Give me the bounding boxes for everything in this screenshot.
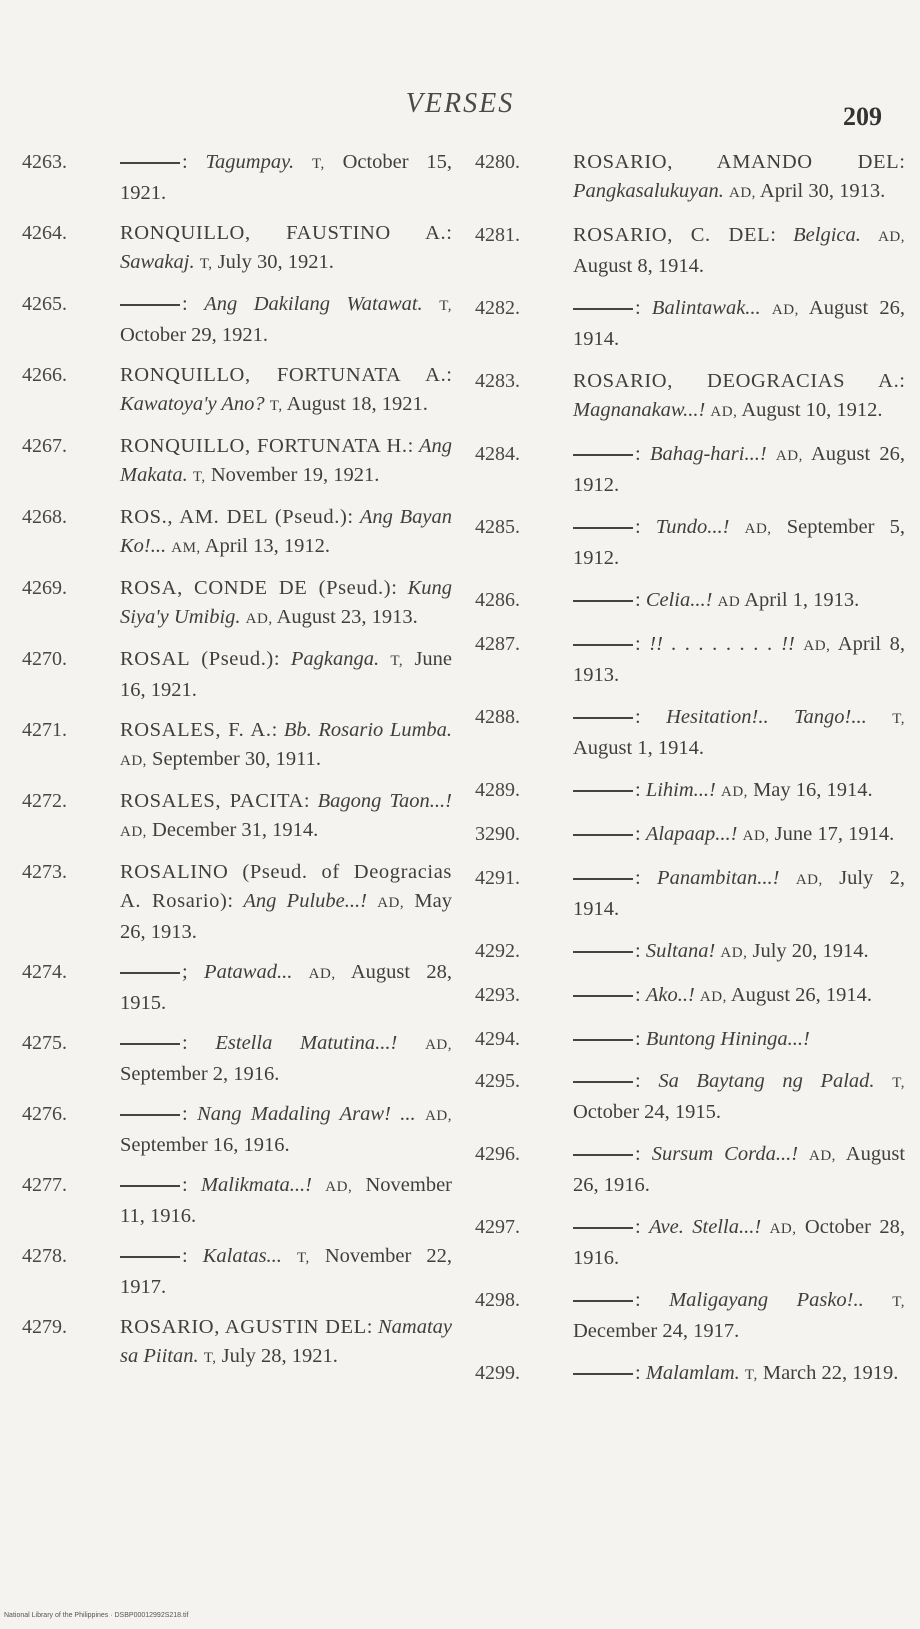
ditto-dash bbox=[120, 1114, 180, 1116]
separator: : bbox=[446, 222, 452, 244]
bibliography-entry bbox=[475, 1140, 905, 1200]
publication-code: T, bbox=[744, 1367, 758, 1383]
separator: : bbox=[635, 1362, 646, 1384]
entry-number: 4270. bbox=[22, 648, 67, 670]
entry-number: 4283. bbox=[475, 370, 520, 392]
author-name: RONQUILLO, FORTUNATA H. bbox=[120, 435, 408, 457]
bibliography-entry bbox=[475, 703, 905, 763]
publication-date: March 22, 1919. bbox=[762, 1362, 899, 1384]
publication-date: September 30, 1911. bbox=[152, 748, 321, 770]
verse-title: Bagong Taon...! bbox=[317, 790, 452, 812]
bibliography-entry bbox=[475, 586, 905, 617]
bibliography-entry bbox=[22, 1242, 452, 1302]
bibliography-entry bbox=[22, 432, 452, 492]
publication-code: AM, bbox=[171, 540, 201, 556]
publication-date: October 28, 1916. bbox=[573, 1216, 905, 1269]
bibliography-entry bbox=[22, 958, 452, 1018]
bibliography-entry bbox=[475, 221, 905, 281]
right-column bbox=[475, 148, 905, 1403]
bibliography-entry bbox=[22, 1029, 452, 1089]
bibliography-entry bbox=[475, 1067, 905, 1127]
separator: : bbox=[635, 1143, 652, 1165]
publication-date: September 5, 1912. bbox=[573, 516, 906, 569]
publication-date: August 26, 1914. bbox=[730, 984, 873, 1006]
publication-code: T, bbox=[192, 469, 206, 485]
publication-date: August 28, 1915. bbox=[120, 961, 453, 1014]
entry-number: 4265. bbox=[22, 293, 67, 315]
publication-date: June 16, 1921. bbox=[120, 648, 453, 701]
verse-title: Lihim...! bbox=[645, 779, 716, 801]
author-name: ROSARIO, AGUSTIN DEL bbox=[120, 1316, 367, 1338]
separator: : bbox=[899, 370, 905, 392]
bibliography-entry bbox=[475, 440, 905, 500]
verse-title: Buntong Hininga...! bbox=[645, 1028, 810, 1050]
separator: : bbox=[182, 1032, 216, 1054]
separator: : bbox=[635, 823, 646, 845]
verse-title: Balintawak... bbox=[651, 297, 761, 319]
publication-date: November 11, 1916. bbox=[120, 1174, 453, 1227]
separator: : bbox=[635, 706, 667, 728]
entry-number: 4274. bbox=[22, 961, 67, 983]
bibliography-entry bbox=[475, 820, 905, 851]
publication-date: October 15, 1921. bbox=[120, 151, 453, 204]
publication-code: T, bbox=[892, 1294, 905, 1310]
ditto-dash bbox=[573, 995, 633, 997]
publication-date: April 8, 1913. bbox=[573, 633, 906, 686]
publication-code: AD, bbox=[721, 784, 748, 800]
verse-title: Estella Matutina...! bbox=[215, 1032, 398, 1054]
publication-date: August 10, 1912. bbox=[741, 399, 883, 421]
publication-code: AD, bbox=[775, 448, 803, 464]
bibliography-entry bbox=[22, 361, 452, 421]
publication-code: AD, bbox=[729, 185, 756, 201]
ditto-dash bbox=[573, 1300, 633, 1302]
author-name: ROSARIO, C. DEL bbox=[573, 224, 771, 246]
publication-date: April 30, 1913. bbox=[759, 180, 886, 202]
bibliography-entry bbox=[22, 503, 452, 563]
bibliography-entry bbox=[475, 1025, 905, 1054]
verse-title: Kawatoya'y Ano? bbox=[120, 393, 265, 415]
publication-code: AD, bbox=[803, 638, 831, 654]
entry-number: 4271. bbox=[22, 719, 67, 741]
ditto-dash bbox=[573, 834, 633, 836]
verse-title: Alapaap...! bbox=[645, 823, 738, 845]
publication-code: AD, bbox=[771, 302, 799, 318]
separator: : bbox=[391, 577, 408, 599]
author-name: ROSA, CONDE DE (Pseud.) bbox=[120, 577, 392, 599]
entry-number: 4284. bbox=[475, 443, 520, 465]
publication-date: April 1, 1913. bbox=[744, 589, 860, 611]
ditto-dash bbox=[573, 1039, 633, 1041]
publication-code: AD, bbox=[425, 1108, 452, 1124]
separator: : bbox=[635, 633, 650, 655]
entry-number: 4264. bbox=[22, 222, 67, 244]
bibliography-entry bbox=[22, 219, 452, 279]
scan-footer-note: National Library of the Philippines · DSBP00012992S218.tif bbox=[4, 1612, 189, 1619]
publication-date: August 26, 1916. bbox=[573, 1143, 906, 1196]
verse-title: Bahag-hari...! bbox=[649, 443, 767, 465]
publication-code: AD, bbox=[120, 824, 147, 840]
author-name: ROSARIO, AMANDO DEL bbox=[573, 151, 900, 173]
separator: : bbox=[366, 1316, 378, 1338]
entry-number: 4294. bbox=[475, 1028, 520, 1050]
bibliography-entry bbox=[22, 858, 452, 947]
bibliography-entry bbox=[475, 981, 905, 1012]
entry-number: 4281. bbox=[475, 224, 520, 246]
entry-number: 4292. bbox=[475, 940, 520, 962]
separator: : bbox=[635, 1289, 670, 1311]
separator: : bbox=[899, 151, 905, 173]
verse-title: Kalatas... bbox=[202, 1245, 282, 1267]
bibliography-entry bbox=[475, 148, 905, 208]
verse-title: Pagkanga. bbox=[290, 648, 380, 670]
bibliography-entry bbox=[22, 148, 452, 208]
author-name: ROSALINO (Pseud. of Deogracias A. Rosario) bbox=[120, 861, 452, 912]
publication-code: AD, bbox=[425, 1037, 452, 1053]
verse-title: Patawad... bbox=[204, 961, 293, 983]
author-name: RONQUILLO, FORTUNATA A. bbox=[120, 364, 447, 386]
publication-code: T, bbox=[390, 653, 404, 669]
bibliography-entry bbox=[22, 1313, 452, 1373]
bibliography-entry bbox=[475, 1286, 905, 1346]
entry-number: 4267. bbox=[22, 435, 67, 457]
author-name: ROS., AM. DEL (Pseud.) bbox=[120, 506, 348, 528]
publication-date: November 19, 1921. bbox=[210, 464, 380, 486]
verse-title: Ako..! bbox=[645, 984, 695, 1006]
ditto-dash bbox=[573, 790, 633, 792]
entry-number: 4278. bbox=[22, 1245, 67, 1267]
bibliography-entry bbox=[475, 1213, 905, 1273]
separator: : bbox=[303, 790, 318, 812]
entry-number: 3290. bbox=[475, 823, 520, 845]
bibliography-entry bbox=[475, 294, 905, 354]
separator: ; bbox=[182, 961, 205, 983]
author-name: ROSARIO, DEOGRACIAS A. bbox=[573, 370, 900, 392]
publication-code: AD, bbox=[809, 1148, 836, 1164]
author-name: RONQUILLO, FAUSTINO A. bbox=[120, 222, 447, 244]
separator: : bbox=[227, 890, 244, 912]
publication-date: November 22, 1917. bbox=[120, 1245, 453, 1298]
ditto-dash bbox=[573, 951, 633, 953]
page-number: 209 bbox=[843, 102, 882, 131]
entry-number: 4298. bbox=[475, 1289, 520, 1311]
verse-title: Maligayang Pasko!.. bbox=[669, 1289, 864, 1311]
publication-code: T, bbox=[269, 398, 283, 414]
ditto-dash bbox=[573, 1373, 633, 1375]
entry-number: 4275. bbox=[22, 1032, 67, 1054]
publication-date: August 18, 1921. bbox=[286, 393, 428, 415]
ditto-dash bbox=[120, 1256, 180, 1258]
publication-date: July 28, 1921. bbox=[221, 1345, 338, 1367]
entry-number: 4273. bbox=[22, 861, 67, 883]
bibliography-entry bbox=[475, 367, 905, 427]
separator: : bbox=[635, 1216, 650, 1238]
left-column bbox=[22, 148, 452, 1384]
separator: : bbox=[407, 435, 419, 457]
ditto-dash bbox=[573, 454, 633, 456]
bibliography-entry bbox=[475, 937, 905, 968]
verse-title: Ang Bayan Ko!... bbox=[120, 506, 452, 557]
publication-date: August 23, 1913. bbox=[276, 606, 418, 628]
publication-date: September 16, 1916. bbox=[120, 1134, 290, 1156]
entry-number: 4272. bbox=[22, 790, 67, 812]
separator: : bbox=[273, 648, 291, 670]
publication-code: AD, bbox=[377, 895, 405, 911]
entry-number: 4297. bbox=[475, 1216, 520, 1238]
separator: : bbox=[635, 940, 646, 962]
publication-date: August 26, 1912. bbox=[573, 443, 906, 496]
ditto-dash bbox=[120, 162, 180, 164]
verse-title: Hesitation!.. Tango!... bbox=[666, 706, 867, 728]
publication-code: T, bbox=[296, 1250, 310, 1266]
separator: : bbox=[182, 1103, 198, 1125]
entry-number: 4266. bbox=[22, 364, 67, 386]
publication-code: T, bbox=[439, 298, 453, 314]
verse-title: Nang Madaling Araw! ... bbox=[197, 1103, 416, 1125]
publication-date: October 24, 1915. bbox=[573, 1101, 722, 1123]
publication-code: AD, bbox=[720, 945, 748, 961]
entry-number: 4276. bbox=[22, 1103, 67, 1125]
entry-number: 4286. bbox=[475, 589, 520, 611]
separator: : bbox=[635, 516, 656, 538]
entry-number: 4285. bbox=[475, 516, 520, 538]
bibliography-entry bbox=[475, 864, 905, 924]
separator: : bbox=[770, 224, 794, 246]
verse-title: Magnanakaw...! bbox=[573, 399, 706, 421]
entry-number: 4289. bbox=[475, 779, 520, 801]
verse-title: !! . . . . . . . . !! bbox=[649, 633, 795, 655]
publication-code: AD, bbox=[699, 989, 727, 1005]
separator: : bbox=[446, 364, 452, 386]
verse-title: Sursum Corda...! bbox=[651, 1143, 799, 1165]
ditto-dash bbox=[120, 1185, 180, 1187]
publication-code: AD, bbox=[795, 872, 823, 888]
publication-date: September 2, 1916. bbox=[120, 1063, 280, 1085]
entry-number: 4268. bbox=[22, 506, 67, 528]
ditto-dash bbox=[573, 878, 633, 880]
entry-number: 4279. bbox=[22, 1316, 67, 1338]
publication-code: AD, bbox=[325, 1179, 353, 1195]
publication-code: AD, bbox=[245, 611, 273, 627]
publication-code: T, bbox=[892, 1075, 905, 1091]
entry-number: 4277. bbox=[22, 1174, 67, 1196]
bibliography-entry bbox=[22, 1171, 452, 1231]
publication-date: May 26, 1913. bbox=[120, 890, 452, 943]
verse-title: Sawakaj. bbox=[120, 251, 195, 273]
verse-title: Sultana! bbox=[645, 940, 716, 962]
ditto-dash bbox=[573, 1081, 633, 1083]
entry-number: 4296. bbox=[475, 1143, 520, 1165]
publication-code: T, bbox=[203, 1350, 217, 1366]
entry-number: 4269. bbox=[22, 577, 67, 599]
publication-date: October 29, 1921. bbox=[120, 324, 269, 346]
entry-number: 4263. bbox=[22, 151, 67, 173]
ditto-dash bbox=[573, 527, 633, 529]
entry-number: 4295. bbox=[475, 1070, 520, 1092]
verse-title: Bb. Rosario Lumba. bbox=[283, 719, 452, 741]
ditto-dash bbox=[573, 308, 633, 310]
bibliography-entry bbox=[475, 513, 905, 573]
publication-code: AD, bbox=[308, 966, 336, 982]
publication-date: June 17, 1914. bbox=[774, 823, 895, 845]
bibliography-entry bbox=[475, 1359, 905, 1390]
entry-number: 4282. bbox=[475, 297, 520, 319]
author-name: ROSALES, F. A. bbox=[120, 719, 272, 741]
publication-date: July 2, 1914. bbox=[573, 867, 906, 920]
publication-code: AD bbox=[717, 594, 741, 610]
verse-title: Belgica. bbox=[793, 224, 861, 246]
ditto-dash bbox=[573, 1227, 633, 1229]
verse-title: Malamlam. bbox=[645, 1362, 740, 1384]
publication-date: August 26, 1914. bbox=[573, 297, 905, 350]
publication-code: AD, bbox=[742, 828, 770, 844]
bibliography-entry bbox=[22, 574, 452, 634]
entry-number: 4287. bbox=[475, 633, 520, 655]
verse-title: Panambitan...! bbox=[657, 867, 780, 889]
separator: : bbox=[635, 589, 646, 611]
ditto-dash bbox=[573, 644, 633, 646]
verse-title: Malikmata...! bbox=[200, 1174, 312, 1196]
bibliography-entry bbox=[22, 1100, 452, 1160]
separator: : bbox=[182, 151, 206, 173]
verse-title: Pangkasalukuyan. bbox=[573, 180, 724, 202]
verse-title: Ave. Stella...! bbox=[649, 1216, 762, 1238]
separator: : bbox=[635, 984, 646, 1006]
verse-title: Sa Baytang ng Palad. bbox=[658, 1070, 875, 1092]
publication-date: May 16, 1914. bbox=[753, 779, 873, 801]
publication-code: AD, bbox=[120, 753, 147, 769]
ditto-dash bbox=[573, 717, 633, 719]
ditto-dash bbox=[120, 304, 180, 306]
bibliography-entry bbox=[475, 776, 905, 807]
publication-date: July 20, 1914. bbox=[752, 940, 869, 962]
bibliography-entry bbox=[22, 645, 452, 705]
bibliography-entry bbox=[22, 290, 452, 350]
verse-title: Celia...! bbox=[645, 589, 713, 611]
author-name: ROSAL (Pseud.) bbox=[120, 648, 274, 670]
ditto-dash bbox=[120, 1043, 180, 1045]
entry-number: 4288. bbox=[475, 706, 520, 728]
ditto-dash bbox=[120, 972, 180, 974]
publication-date: August 1, 1914. bbox=[573, 737, 704, 759]
publication-date: August 8, 1914. bbox=[573, 255, 704, 277]
entry-number: 4280. bbox=[475, 151, 520, 173]
publication-code: AD, bbox=[769, 1221, 797, 1237]
verse-title: Tagumpay. bbox=[205, 151, 295, 173]
ditto-dash bbox=[573, 1154, 633, 1156]
separator: : bbox=[182, 1245, 203, 1267]
separator: : bbox=[635, 297, 652, 319]
entry-number: 4299. bbox=[475, 1362, 520, 1384]
bibliography-entry bbox=[475, 630, 905, 690]
verse-title: Ang Dakilang Watawat. bbox=[204, 293, 423, 315]
publication-code: T, bbox=[199, 256, 213, 272]
bibliography-entry bbox=[22, 787, 452, 847]
separator: : bbox=[635, 1070, 659, 1092]
separator: : bbox=[347, 506, 360, 528]
publication-code: T, bbox=[892, 711, 905, 727]
author-name: ROSALES, PACITA bbox=[120, 790, 304, 812]
ditto-dash bbox=[573, 600, 633, 602]
publication-code: AD, bbox=[878, 229, 906, 245]
verse-title: Ang Makata. bbox=[120, 435, 452, 486]
separator: : bbox=[182, 1174, 201, 1196]
separator: : bbox=[635, 867, 658, 889]
entry-number: 4291. bbox=[475, 867, 520, 889]
verse-title: Tundo...! bbox=[655, 516, 730, 538]
publication-code: T, bbox=[311, 156, 325, 172]
publication-date: April 13, 1912. bbox=[204, 535, 330, 557]
publication-code: AD, bbox=[744, 521, 772, 537]
entry-number: 4293. bbox=[475, 984, 520, 1006]
verse-title: Namatay sa Piitan. bbox=[120, 1316, 452, 1367]
separator: : bbox=[635, 443, 650, 465]
bibliography-entry bbox=[22, 716, 452, 776]
publication-date: December 31, 1914. bbox=[152, 819, 319, 841]
verse-title: Ang Pulube...! bbox=[243, 890, 367, 912]
separator: : bbox=[271, 719, 284, 741]
separator: : bbox=[635, 1028, 646, 1050]
separator: : bbox=[635, 779, 646, 801]
separator: : bbox=[182, 293, 205, 315]
publication-code: AD, bbox=[710, 404, 738, 420]
publication-date: December 24, 1917. bbox=[573, 1320, 740, 1342]
running-header: VERSES bbox=[405, 88, 515, 119]
verse-title: Kung Siya'y Umibig. bbox=[120, 577, 452, 628]
publication-date: July 30, 1921. bbox=[217, 251, 334, 273]
